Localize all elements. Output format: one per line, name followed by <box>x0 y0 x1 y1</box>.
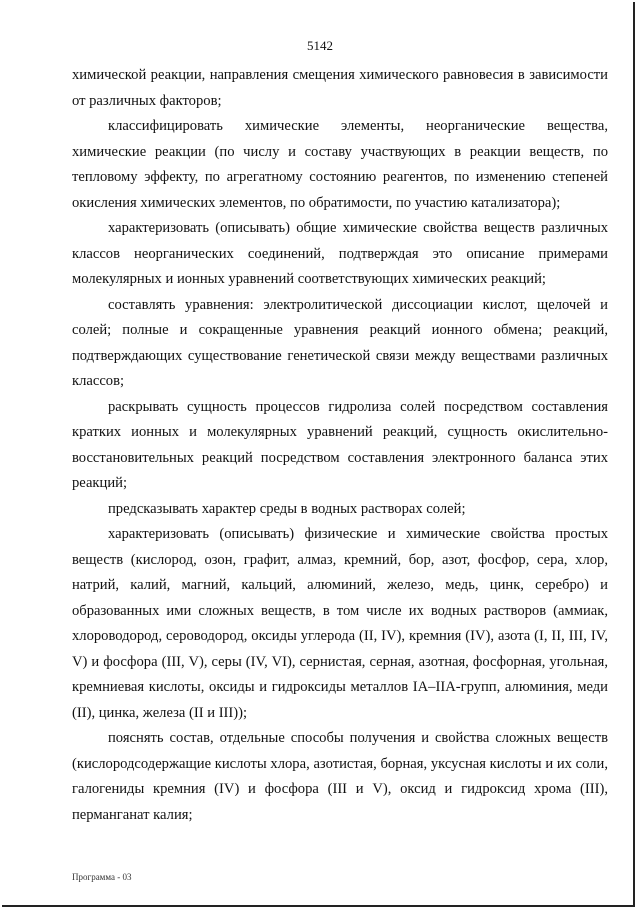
paragraph-characterize-general: характеризовать (описывать) общие химические свойства веществ различных классов неорганических соединений, подтверждая это описание примерами молекулярных и ионных уравнений соответствующих химических реакций; <box>72 220 608 287</box>
paragraph-predict-medium: предсказывать характер среды в водных растворах солей; <box>108 500 466 517</box>
paragraph-explain-composition: пояснять состав, отдельные способы получения и свойства сложных веществ (кислородсодержащие кислоты хлора, азотистая, борная, уксусная кислоты и их соли, галогениды кремния (IV) и фосфора (III и V), оксид и гидроксид хрома (III), перманганат калия; <box>72 730 608 823</box>
paragraph-continuation: химической реакции, направления смещения химического равновесия в зависимости от различных факторов; <box>72 67 608 109</box>
page-number: 5142 <box>307 38 333 53</box>
paragraph-characterize-physical: характеризовать (описывать) физические и химические свойства простых веществ (кислород, озон, графит, алмаз, кремний, бор, азот, фосфор, сера, хлор, натрий, калий, магний, кальций, алюминий, железо, медь, цинк, серебро) и образованных ими сложных веществ, в том числе их водных растворов (аммиак, хлороводород, сероводород, оксиды углерода (II, IV), кремния (IV), азота (I, II, III, IV, V) и фосфора (III, V), серы (IV, VI), сернистая, серная, азотная, фосфорная, угольная, кремниевая кислоты, оксиды и гидроксиды металлов IA–IIA-групп, алюминия, меди (II), цинка, железа (II и III)); <box>72 526 608 721</box>
footer-label: Программа - 03 <box>72 872 132 882</box>
document-body <box>72 63 608 828</box>
paragraph-hydrolysis: раскрывать сущность процессов гидролиза солей посредством составления кратких ионных и молекулярных уравнений реакций, сущность окислительно-восстановительных реакций посредством составления электронного баланса этих реакций; <box>72 398 608 491</box>
paragraph-compose-equations: составлять уравнения: электролитической диссоциации кислот, щелочей и солей; полные и сокращенные уравнения реакций ионного обмена; реакций, подтверждающих существование генетической связи между веществами различных классов; <box>72 296 608 389</box>
paragraph-classify: классифицировать химические элементы, неорганические вещества, химические реакции (по числу и составу участвующих в реакции веществ, по тепловому эффекту, по агрегатному состоянию реагентов, по изменению степеней окисления химических элементов, по обратимости, по участию катализатора); <box>72 118 608 211</box>
